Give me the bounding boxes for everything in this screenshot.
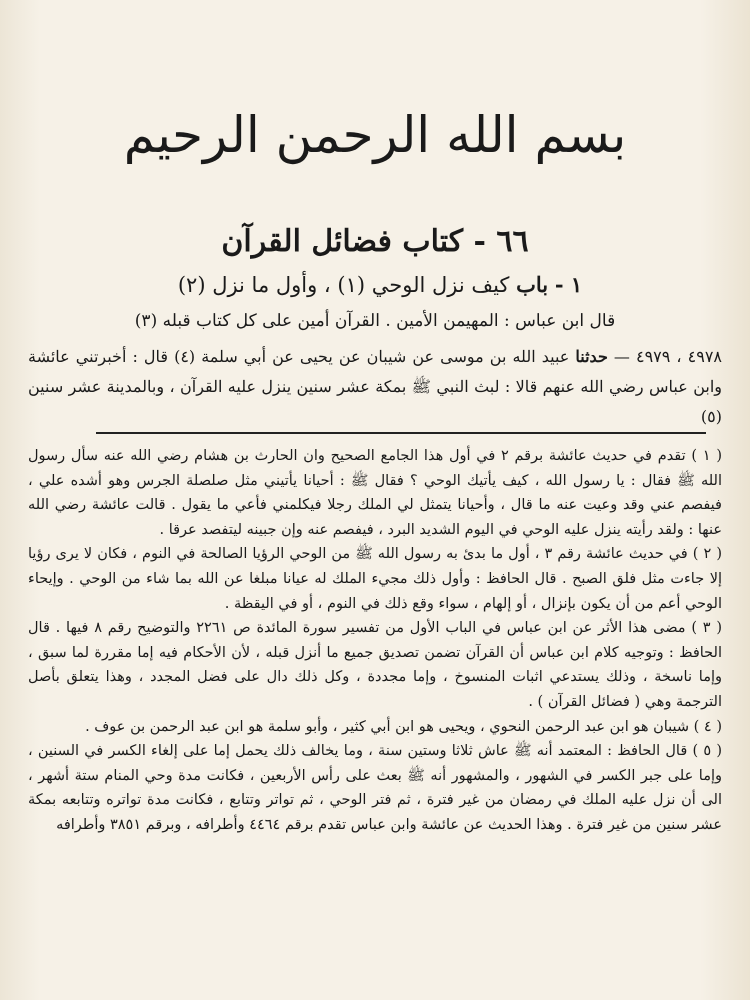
hadith-block [28, 342, 722, 432]
footnote-4: ( ٤ ) شيبان هو ابن عبد الرحمن النحوي ، ويحيى هو ابن أبي كثير ، وأبو سلمة هو ابن عبد الرحمن بن عوف . [85, 718, 722, 735]
chapter-title: كيف نزل الوحي (١) ، وأول ما نزل (٢) [177, 273, 510, 297]
footnote-5: ( ٥ ) قال الحافظ : المعتمد أنه ﷺ عاش ثلاثا وستين سنة ، وما يخالف ذلك يحمل إما على إلغاء الكسر في السنين ، وإما على جبر الكسر في الشهور ، والمشهور أنه ﷺ بعث على رأس الأربعين ، فكانت مدة وحي المنام ستة أشهر ، الى أن نزل عليه الملك في رمضان من غير فترة ، ثم فتر الوحي ، ثم تواتر وتتابع ، فكانت مدة تواتره وتتابعه بمكة عشر سنين من غير فترة . وهذا الحديث عن عائشة وابن عباس تقدم برقم ٤٤٦٤ وأطرافه ، وبرقم ٣٨٥١ وأطرافه [28, 743, 722, 833]
footnote-divider [96, 432, 706, 434]
footnotes [28, 444, 722, 838]
hadith-numbers: ٤٩٧٨ ، ٤٩٧٩ — [613, 347, 722, 366]
chapter-label: باب [516, 272, 549, 297]
ibn-abbas-statement: قال ابن عباس : المهيمن الأمين . القرآن أمين على كل كتاب قبله (٣) [134, 311, 616, 331]
hadith-opening: حدثنا [575, 347, 608, 366]
book-title: ٦٦ - كتاب فضائل القرآن [221, 224, 529, 259]
hadith-text: عبيد الله بن موسى عن شيبان عن يحيى عن أبي سلمة (٤) قال : أخبرتني عائشة وابن عباس رضي الله عنهم قالا : لبث النبي ﷺ بمكة عشر سنين ينزل عليه القرآن ، وبالمدينة عشر سنين (٥) [28, 347, 722, 426]
chapter-heading [170, 270, 590, 300]
footnote-1: ( ١ ) تقدم في حديث عائشة برقم ٢ في أول هذا الجامع الصحيح وان الحارث بن هشام رضي الله عنه سأل رسول الله ﷺ فقال : يا رسول الله ، كيف يأتيك الوحي ؟ فقال ﷺ : أحيانا يأتيني مثل صلصلة الجرس وهو أشده علي ، فيفصم عني وقد وعيت عنه ما قال ، وأحيانا يتمثل لي الملك رجلا فيكلمني فأعي ما يقول . قالت عائشة رضي الله عنها : ولقد رأيته ينزل عليه الوحي في اليوم الشديد البرد ، فيفصم عنه وإن جبينه ليتفصد عرقا . [28, 448, 722, 538]
footnote-3: ( ٣ ) مضى هذا الأثر عن ابن عباس في الباب الأول من تفسير سورة المائدة ص ٢٢٦١ والتوضيح رقم ٨ فيها . قال الحافظ : وتوجيه كلام ابن عباس أن القرآن تضمن تصديق جميع ما أنزل قبله ، لأن الأحكام فيه إما مقررة لما سبق ، وإما ناسخة ، وذلك يستدعي اثبات المنسوخ ، وإما مجددة ، وكل ذلك دال على فضل المجدد ، وهذا يتعلق بأصل الترجمة وهي ( فضائل القرآن ) . [28, 620, 722, 710]
chapter-number: ١ - [554, 272, 583, 297]
basmala-calligraphy: بسم الله الرحمن الرحيم [123, 106, 627, 164]
footnote-2: ( ٢ ) في حديث عائشة رقم ٣ ، أول ما بدئ به رسول الله ﷺ من الوحي الرؤيا الصالحة في النوم ، فكان لا يرى رؤيا إلا جاءت مثل فلق الصبح . قال الحافظ : وأول ذلك مجيء الملك له عيانا مبلغا عن الله بما شاء من الوحي . وإيحاء الوحي أعم من أن يكون بإنزال ، أو إلهام ، سواء وقع ذلك في النوم ، أو في اليقظة . [28, 546, 722, 612]
